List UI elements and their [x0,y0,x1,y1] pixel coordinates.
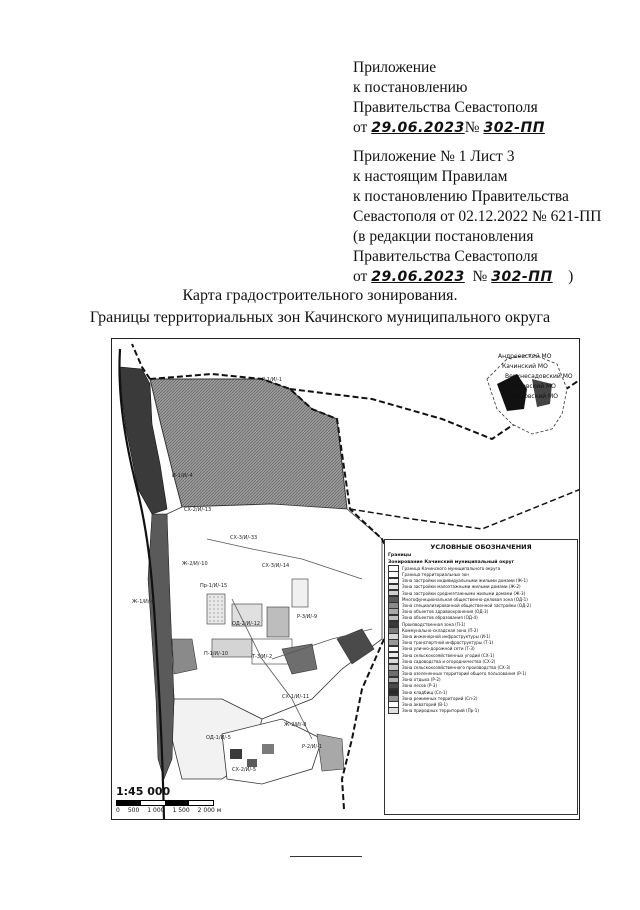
appendix-date-line [353,118,545,138]
legend-item-label: Производственная зона (П-1) [402,621,466,627]
rules-date-line [353,267,601,287]
rules-appendix-header [353,147,601,287]
zone-label: Ж-2/И/-8 [284,722,307,728]
rules-line: к настоящим Правилам [353,168,508,185]
zone-label: Т-3/И/-2 [252,654,273,660]
legend-item-label: Зона специализированной общественной застройки (ОД-2) [402,603,531,609]
legend-item [388,696,577,702]
rules-line: Севастополя от 02.12.2022 № 621-ПП [353,208,602,225]
inset-label: Качинский МО [502,363,548,370]
scale-tick: 1 000 [147,807,165,814]
legend-item [388,640,577,646]
legend-item-label: Зона кладбищ (Сп-1) [402,689,448,695]
legend-item [388,683,577,689]
document-title [0,285,640,329]
inset-label: Андреевский МО [498,353,552,360]
legend-item [388,702,577,708]
legend-item [388,634,577,640]
zone-label: ОД-2/И/-12 [232,621,261,627]
date-prefix: от [353,268,368,285]
legend-item [388,665,577,671]
zone-label: Ж-2/И/-10 [182,561,208,567]
zone-block [207,594,225,624]
legend-swatch [388,707,399,714]
inset-label: Верхнесадовский МО [505,373,573,380]
legend-item-label: Зона объектов образования (ОД-4) [402,615,478,621]
legend-item [388,646,577,652]
title-line-2: Границы территориальных зон Качинского муниципального округа [89,309,551,326]
legend-item [388,677,577,683]
legend-item-label: Коммунально-складская зона (П-2) [402,627,479,633]
district-boundary [350,489,580,529]
appendix-line: Правительства Севастополя [353,99,538,116]
handwritten-date: 29.06.2023 [371,269,465,285]
appendix-line: Приложение [353,59,437,76]
legend-item-label: Зона застройки среднеэтажными жилыми домами (Ж-3) [402,590,526,596]
rules-line: (в редакции постановления [353,228,534,245]
zone-block [230,749,242,759]
date-prefix: от [353,119,368,136]
inset-label: Нахимовский МО [502,383,556,390]
rules-line: Правительства Севастополя [353,248,538,265]
handwritten-date: 29.06.2023 [371,120,465,136]
map-scale [116,785,221,814]
scale-ticks [116,807,221,814]
zone-label: И-1/И/-4 [172,473,193,479]
zone-label: СХ-3/И/-33 [230,535,258,541]
legend-item-label: Зона инженерной инфраструктуры (И-1) [402,633,491,639]
legend-item [388,572,577,578]
legend-item [388,597,577,603]
legend-item-label: Граница Качинского муниципального округа [402,565,501,571]
zone-label: Р-3/И/-9 [297,614,318,620]
legend-item-label: Зона застройки малоэтажными жилыми домами (Ж-2) [402,584,521,590]
zone-label: СХ-3/И/-14 [262,563,290,569]
scale-tick: 1 500 [172,807,190,814]
legend-item [388,566,577,572]
legend-item-label: Зона озелененных территорий общего пользования (Р-1) [402,671,527,677]
zone-block [262,744,274,754]
legend-item-label: Зона застройки индивидуальными жилыми домами (Ж-1) [402,578,528,584]
legend-item [388,627,577,633]
zone-north-agricultural [150,379,347,509]
legend-item [388,652,577,658]
legend-item [388,708,577,714]
legend-item-label: Зона акваторий (В-1) [402,702,448,708]
inset-label: Орлиновский МО [504,393,558,400]
scale-tick: 2 000 м [197,807,222,814]
zone-block [292,579,308,607]
legend-item-label: Зона садоводства и огородничества (СХ-2) [402,658,496,664]
legend-item [388,609,577,615]
legend-item-label: Зона природных территорий (Пр-1) [402,708,479,714]
map-legend [384,539,578,815]
title-line-1: Карта градостроительного зонирования. [182,287,458,304]
legend-item-label: Граница территориальных зон [402,572,469,578]
legend-item [388,671,577,677]
handwritten-number: 302-ПП [483,120,545,136]
scale-tick: 500 [127,807,140,814]
legend-item-label: Зона сельскохозяйственного производства (СХ-3) [402,664,511,670]
zone-label: Ж-1/И/-6 [132,599,155,605]
legend-item-label: Зона транспортной инфраструктуры (Т-1) [402,640,494,646]
footer-divider [290,856,362,857]
zone-label: Пр-1/И/-15 [200,583,228,589]
legend-item-label: Многофункциональная общественно-деловая зона (ОД-1) [402,596,528,602]
number-sign: № [464,119,480,136]
zone-block [247,759,257,767]
scale-tick: 0 [116,807,120,814]
zoning-map [111,338,580,820]
close-paren: ) [568,268,574,285]
legend-item [388,584,577,590]
zone-label: ОД-1/И/-5 [206,735,231,741]
legend-item [388,615,577,621]
zone-label: Р-1/И/-1 [262,377,283,383]
legend-item-label: Зона отдыха (Р-2) [402,677,441,683]
scale-label: 1:45 000 [116,785,171,798]
legend-item [388,590,577,596]
zone-label: СХ-2/И/-13 [184,507,212,513]
legend-section: Зонирование Качинский муниципальный округ [388,560,515,565]
legend-item-label: Зона режимных территорий (Сп-2) [402,695,478,701]
legend-item-label: Зона лесов (Р-3) [402,683,437,689]
rules-line: Приложение № 1 Лист 3 [353,148,515,165]
scale-bar [116,800,214,806]
legend-item [388,603,577,609]
number-sign: № [472,268,488,285]
appendix-line: к постановлению [353,79,468,96]
zone-block [267,607,289,637]
zone-label: Р-2/И/-1 [302,744,323,750]
zone-label: П-1/И/-10 [204,651,229,657]
legend-items [385,566,577,714]
zone-label: СХ-1/И/-11 [282,694,310,700]
zone-south-block [317,734,344,771]
legend-title: УСЛОВНЫЕ ОБОЗНАЧЕНИЯ [430,543,532,551]
legend-item-label: Зона сельскохозяйственных угодий (СХ-1) [402,652,495,658]
legend-item [388,621,577,627]
legend-item [388,658,577,664]
legend-item [388,578,577,584]
appendix-header [353,58,545,138]
legend-item-label: Зона объектов здравоохранения (ОД-3) [402,609,489,615]
legend-section: Границы [388,553,412,558]
rules-line: к постановлению Правительства [353,188,569,205]
legend-item [388,689,577,695]
zone-label: СХ-2/И/-5 [232,767,256,773]
handwritten-number: 302-ПП [491,269,553,285]
legend-item-label: Зона улично-дорожной сети (Т-3) [402,646,475,652]
